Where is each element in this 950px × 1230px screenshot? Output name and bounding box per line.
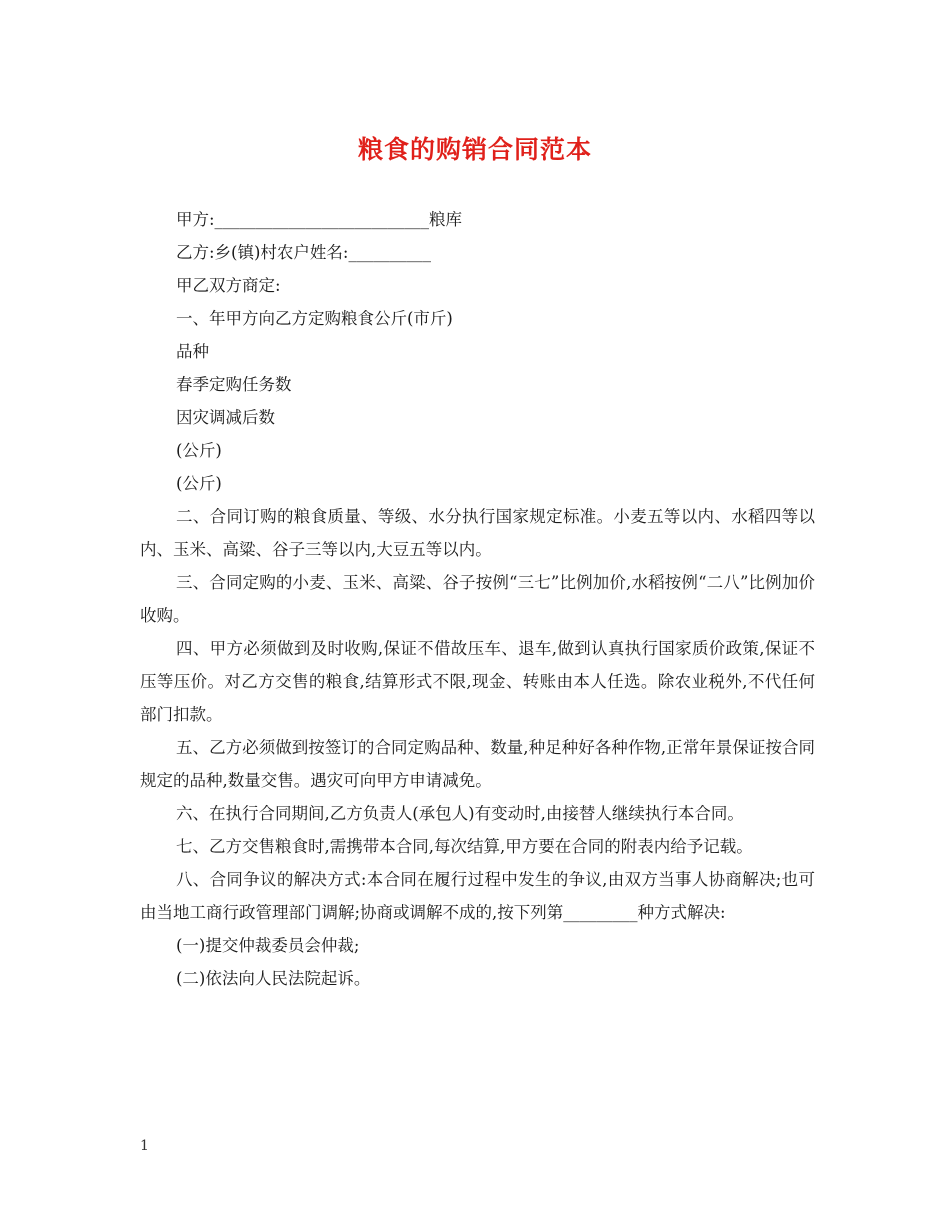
paragraph-clause-6: 六、在执行合同期间,乙方负责人(承包人)有变动时,由接替人继续执行本合同。 xyxy=(176,804,744,823)
paragraph-option-court: (二)依法向人民法院起诉。 xyxy=(176,969,371,988)
paragraph-clause-3: 三、合同定购的小麦、玉米、高粱、谷子按例“三七”比例加价,水稻按例“二八”比例加价收购。 xyxy=(140,573,815,625)
document-body xyxy=(140,203,815,995)
paragraph-agreement-intro: 甲乙双方商定: xyxy=(176,276,281,295)
paragraph-clause-8: 八、合同争议的解决方式:本合同在履行过程中发生的争议,由双方当事人协商解决;也可由当地工商行政管理部门调解;协商或调解不成的,按下列第_________种方式解决: xyxy=(140,870,815,922)
paragraph-party-a: 甲方:__________________________粮库 xyxy=(176,210,463,229)
paragraph-clause-1: 一、年甲方向乙方定购粮食公斤(市斤) xyxy=(176,309,453,328)
paragraph-clause-5: 五、乙方必须做到按签订的合同定购品种、数量,种足种好各种作物,正常年景保证按合同规定的品种,数量交售。遇灾可向甲方申请减免。 xyxy=(140,738,815,790)
paragraph-variety: 品种 xyxy=(176,342,209,361)
paragraph-option-arbitration: (一)提交仲裁委员会仲裁; xyxy=(176,936,360,955)
document-title: 粮食的购销合同范本 xyxy=(357,135,592,164)
paragraph-disaster-reduction: 因灾调减后数 xyxy=(176,408,275,427)
paragraph-unit-kg-2: (公斤) xyxy=(176,474,222,493)
paragraph-party-b: 乙方:乡(镇)村农户姓名:__________ xyxy=(176,243,431,262)
paragraph-clause-4: 四、甲方必须做到及时收购,保证不借故压车、退车,做到认真执行国家质价政策,保证不压等压价。对乙方交售的粮食,结算形式不限,现金、转账由本人任选。除农业税外,不代任何部门扣款。 xyxy=(140,639,815,724)
paragraph-spring-quota: 春季定购任务数 xyxy=(176,375,292,394)
paragraph-clause-7: 七、乙方交售粮食时,需携带本合同,每次结算,甲方要在合同的附表内给予记载。 xyxy=(176,837,753,856)
paragraph-unit-kg-1: (公斤) xyxy=(176,441,222,460)
paragraph-clause-2: 二、合同订购的粮食质量、等级、水分执行国家规定标准。小麦五等以内、水稻四等以内、玉米、高粱、谷子三等以内,大豆五等以内。 xyxy=(140,507,815,559)
page-number: 1 xyxy=(140,1138,149,1154)
